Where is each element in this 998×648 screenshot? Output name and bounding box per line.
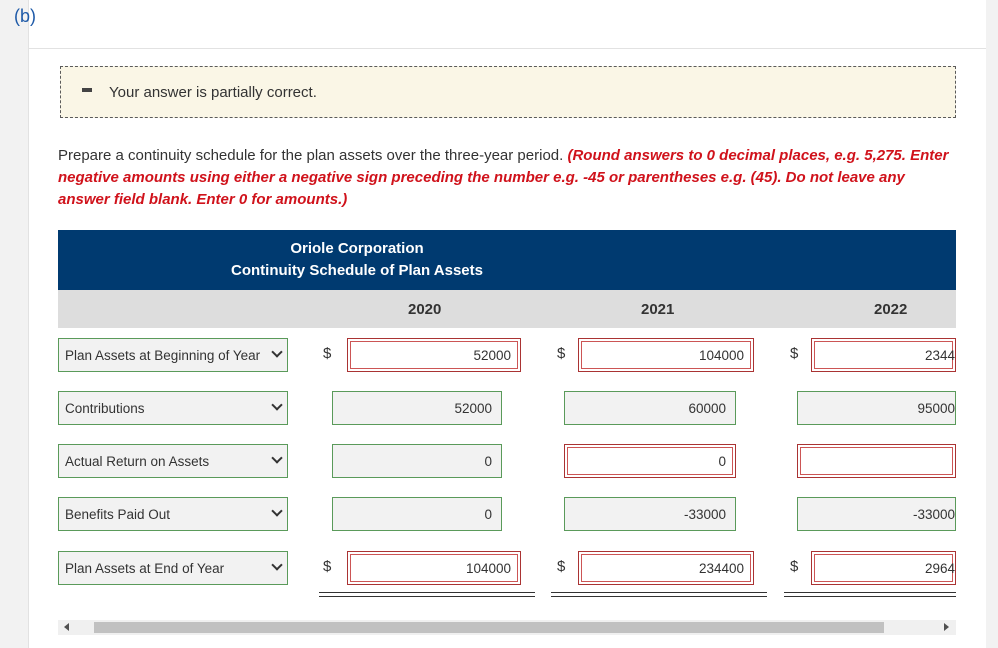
amount-input-2022[interactable]: 95000 [797,391,956,425]
row-label: Actual Return on Assets [65,454,210,469]
total-double-underline [551,596,767,597]
total-double-underline [319,592,535,593]
total-double-underline [319,596,535,597]
chevron-down-icon [271,559,282,570]
row-label: Plan Assets at Beginning of Year [65,348,261,363]
row-label: Benefits Paid Out [65,507,171,522]
amount-input-2020[interactable]: 0 [332,444,502,478]
row-label-select[interactable] [58,338,288,372]
row-label-select[interactable] [58,444,288,478]
scroll-right-icon[interactable] [944,623,949,631]
amount-input-2021[interactable]: 60000 [564,391,736,425]
amount-input-2022[interactable]: 2964 [811,551,956,585]
amount-input-2021[interactable]: 0 [564,444,736,478]
question-header-strip [28,0,986,48]
amount-input-2020[interactable]: 52000 [332,391,502,425]
year-2020: 2020 [408,301,442,318]
chevron-down-icon [271,346,282,357]
scroll-left-icon[interactable] [64,623,69,631]
instructions-main: Prepare a continuity schedule for the plan assets over the three-year period. [58,147,564,164]
year-2021: 2021 [641,301,675,318]
amount-input-2020[interactable]: 0 [332,497,502,531]
amount-input-2021[interactable]: 104000 [578,338,754,372]
row-label-select[interactable] [58,497,288,531]
total-double-underline [784,592,956,593]
dollar-sign: $ [557,345,566,362]
row-label: Contributions [65,401,145,416]
dollar-sign: $ [557,558,566,575]
row-label: Plan Assets at End of Year [65,561,225,576]
year-header-row [58,290,956,328]
chevron-down-icon [271,399,282,410]
notice-message: Your answer is partially correct. [109,84,317,101]
dollar-sign: $ [323,345,332,362]
amount-input-2022[interactable] [797,444,956,478]
amount-input-2022[interactable]: -33000 [797,497,956,531]
partial-icon [82,88,92,92]
amount-input-2021[interactable]: 234400 [578,551,754,585]
dollar-sign: $ [790,345,799,362]
company-name: Oriole Corporation [290,240,424,257]
year-2022: 2022 [874,301,908,318]
row-label-select[interactable] [58,391,288,425]
chevron-down-icon [271,452,282,463]
part-label: (b) [14,6,36,26]
amount-input-2020[interactable]: 52000 [347,338,521,372]
instructions-rounding-note: (Round answers to 0 decimal places, e.g. 5,275. Enter negative amounts using either a negative sign preceding the number e.g. -45 or parentheses e.g. (45). Do not leave any answer field blank. Enter 0 for amounts.) [58,147,949,208]
amount-input-2022[interactable]: 2344 [811,338,956,372]
amount-input-2021[interactable]: -33000 [564,497,736,531]
dollar-sign: $ [790,558,799,575]
dollar-sign: $ [323,558,332,575]
scrollbar-thumb[interactable] [94,622,884,633]
total-double-underline [551,592,767,593]
partial-correct-notice [60,66,956,118]
total-double-underline [784,596,956,597]
amount-input-2020[interactable]: 104000 [347,551,521,585]
row-label-select[interactable] [58,551,288,585]
schedule-title: Continuity Schedule of Plan Assets [231,262,483,279]
chevron-down-icon [271,505,282,516]
schedule-header [58,230,956,290]
instructions [58,145,958,211]
